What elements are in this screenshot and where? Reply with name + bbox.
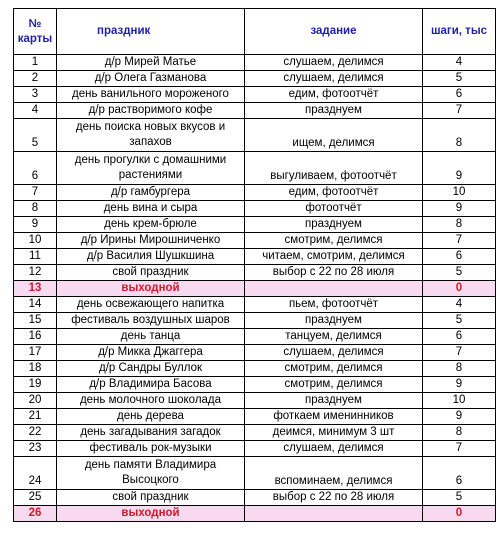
cell-steps: 8 [423, 425, 496, 441]
cell-steps: 9 [423, 201, 496, 217]
cell-steps: 8 [423, 361, 496, 377]
table-row [14, 490, 496, 506]
cell-task: выбор с 22 по 28 июля [245, 265, 423, 281]
cell-card-number: 21 [14, 409, 57, 425]
table-row-day-off [14, 281, 496, 297]
cell-holiday: выходной [57, 506, 245, 522]
cell-card-number: 18 [14, 361, 57, 377]
cell-steps: 5 [423, 265, 496, 281]
table-row [14, 313, 496, 329]
cell-task [245, 281, 423, 297]
table-row [14, 152, 496, 185]
table-row [14, 425, 496, 441]
cell-holiday: день поиска новых вкусов и запахов [57, 119, 245, 152]
cell-card-number: 5 [14, 119, 57, 152]
cell-task: празднуем [245, 103, 423, 119]
cell-steps: 6 [423, 249, 496, 265]
cell-card-number: 25 [14, 490, 57, 506]
cell-steps: 8 [423, 119, 496, 152]
cell-steps: 10 [423, 185, 496, 201]
header-holiday: праздник [57, 9, 245, 55]
cell-task: читаем, смотрим, делимся [245, 249, 423, 265]
cell-holiday: свой праздник [57, 265, 245, 281]
cell-holiday: д/р Мирей Матье [57, 55, 245, 71]
cell-card-number: 2 [14, 71, 57, 87]
cell-steps: 9 [423, 377, 496, 393]
cell-task [245, 506, 423, 522]
document-page [13, 8, 495, 522]
cell-card-number: 12 [14, 265, 57, 281]
cell-steps: 5 [423, 490, 496, 506]
cell-steps: 5 [423, 71, 496, 87]
table-row [14, 249, 496, 265]
table-row [14, 457, 496, 490]
challenge-table [13, 8, 496, 522]
cell-steps: 6 [423, 87, 496, 103]
cell-card-number: 24 [14, 457, 57, 490]
cell-card-number: 26 [14, 506, 57, 522]
table-row [14, 119, 496, 152]
cell-task: танцуем, делимся [245, 329, 423, 345]
table-row [14, 393, 496, 409]
cell-holiday: д/р Сандры Буллок [57, 361, 245, 377]
cell-task: вспоминаем, делимся [245, 457, 423, 490]
cell-task: фотоотчёт [245, 201, 423, 217]
cell-card-number: 11 [14, 249, 57, 265]
table-row [14, 441, 496, 457]
cell-task: слушаем, делимся [245, 55, 423, 71]
table-row [14, 103, 496, 119]
cell-holiday: день молочного шоколада [57, 393, 245, 409]
cell-task: слушаем, делимся [245, 71, 423, 87]
cell-card-number: 4 [14, 103, 57, 119]
table-row [14, 87, 496, 103]
cell-holiday: д/р Микка Джаггера [57, 345, 245, 361]
table-row [14, 217, 496, 233]
cell-task: пьем, фотоотчёт [245, 297, 423, 313]
table-row [14, 409, 496, 425]
cell-task: ищем, делимся [245, 119, 423, 152]
cell-task: смотрим, делимся [245, 233, 423, 249]
cell-task: слушаем, делимся [245, 441, 423, 457]
cell-holiday: д/р Ирины Мирошниченко [57, 233, 245, 249]
cell-task: выгуливаем, фотоотчёт [245, 152, 423, 185]
cell-steps: 4 [423, 297, 496, 313]
cell-holiday: свой праздник [57, 490, 245, 506]
cell-steps: 0 [423, 506, 496, 522]
cell-card-number: 8 [14, 201, 57, 217]
cell-holiday: фестиваль воздушных шаров [57, 313, 245, 329]
table-row [14, 361, 496, 377]
table-row [14, 265, 496, 281]
table-row [14, 71, 496, 87]
cell-card-number: 19 [14, 377, 57, 393]
cell-task: празднуем [245, 217, 423, 233]
cell-card-number: 23 [14, 441, 57, 457]
cell-card-number: 13 [14, 281, 57, 297]
cell-steps: 6 [423, 457, 496, 490]
cell-steps: 9 [423, 152, 496, 185]
cell-holiday: д/р растворимого кофе [57, 103, 245, 119]
cell-steps: 0 [423, 281, 496, 297]
cell-task: празднуем [245, 313, 423, 329]
header-task: задание [245, 9, 423, 55]
cell-card-number: 1 [14, 55, 57, 71]
cell-holiday: день загадывания загадок [57, 425, 245, 441]
cell-holiday: выходной [57, 281, 245, 297]
cell-holiday: день крем-брюле [57, 217, 245, 233]
cell-task: едим, фотоотчёт [245, 87, 423, 103]
cell-card-number: 9 [14, 217, 57, 233]
cell-steps: 4 [423, 55, 496, 71]
cell-holiday: день танца [57, 329, 245, 345]
table-row [14, 345, 496, 361]
header-card-number: № карты [14, 9, 57, 55]
cell-steps: 7 [423, 345, 496, 361]
cell-holiday: день ванильного мороженого [57, 87, 245, 103]
table-row [14, 297, 496, 313]
cell-steps: 8 [423, 217, 496, 233]
cell-steps: 9 [423, 409, 496, 425]
cell-card-number: 16 [14, 329, 57, 345]
cell-holiday: день дерева [57, 409, 245, 425]
cell-steps: 10 [423, 393, 496, 409]
cell-card-number: 7 [14, 185, 57, 201]
cell-steps: 7 [423, 103, 496, 119]
cell-card-number: 22 [14, 425, 57, 441]
cell-steps: 7 [423, 233, 496, 249]
cell-task: фоткаем именинников [245, 409, 423, 425]
table-row [14, 55, 496, 71]
cell-holiday: д/р гамбургера [57, 185, 245, 201]
cell-steps: 6 [423, 329, 496, 345]
cell-holiday: д/р Владимира Басова [57, 377, 245, 393]
cell-holiday: фестиваль рок-музыки [57, 441, 245, 457]
table-row [14, 329, 496, 345]
cell-holiday: день памяти Владимира Высоцкого [57, 457, 245, 490]
table-row-day-off [14, 506, 496, 522]
cell-card-number: 14 [14, 297, 57, 313]
cell-holiday: д/р Василия Шушкшина [57, 249, 245, 265]
cell-task: смотрим, делимся [245, 377, 423, 393]
cell-task: празднуем [245, 393, 423, 409]
cell-holiday: день вина и сыра [57, 201, 245, 217]
cell-holiday: д/р Олега Газманова [57, 71, 245, 87]
cell-card-number: 17 [14, 345, 57, 361]
cell-card-number: 20 [14, 393, 57, 409]
table-row [14, 201, 496, 217]
cell-task: выбор с 22 по 28 июля [245, 490, 423, 506]
cell-card-number: 3 [14, 87, 57, 103]
cell-holiday: день прогулки с домашними растениями [57, 152, 245, 185]
table-body [14, 55, 496, 522]
cell-holiday: день освежающего напитка [57, 297, 245, 313]
table-header-row [14, 9, 496, 55]
cell-task: едим, фотоотчёт [245, 185, 423, 201]
cell-task: деимся, минимум 3 шт [245, 425, 423, 441]
cell-task: смотрим, делимся [245, 361, 423, 377]
header-steps: шаги, тыс [423, 9, 496, 55]
table-row [14, 377, 496, 393]
cell-card-number: 6 [14, 152, 57, 185]
cell-steps: 7 [423, 441, 496, 457]
cell-task: слушаем, делимся [245, 345, 423, 361]
cell-card-number: 10 [14, 233, 57, 249]
table-row [14, 233, 496, 249]
cell-card-number: 15 [14, 313, 57, 329]
table-row [14, 185, 496, 201]
cell-steps: 5 [423, 313, 496, 329]
